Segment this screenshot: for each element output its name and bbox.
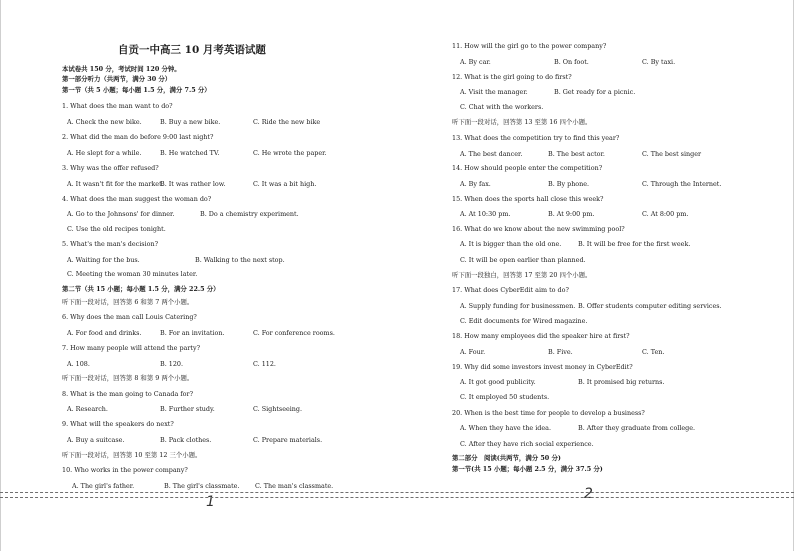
q18-option-b: B. Five. [548,348,573,356]
exam-title: 自贡一中高三 10 月考英语试题 [118,44,266,56]
q7-option-b: B. 120. [160,360,183,368]
q2-option-b: B. He watched TV. [160,149,220,157]
q8-option-b: B. Further study. [160,405,215,413]
q5-option-a: A. Waiting for the bus. [67,256,140,264]
question-6: 6. Why does the man call Louis Catering? [62,313,197,321]
question-17: 17. What does CyberEdit aim to do? [452,286,569,294]
page-number-1: 1 [206,494,215,510]
q16-option-a: A. It is bigger than the old one. [460,240,562,248]
q4-option-c: C. Use the old recipes tonight. [67,225,166,233]
q5-option-b: B. Walking to the next stop. [195,256,285,264]
q17-option-a: A. Supply funding for businessmen. [460,302,576,310]
q3-option-a: A. It wasn't fit for the market. [67,180,164,188]
q7-option-c: C. 112. [253,360,276,368]
note-q8-9: 听下面一段对话，回答第 8 和第 9 两个小题。 [62,374,194,382]
question-2: 2. What did the man do before 9:00 last night? [62,133,214,141]
q14-option-a: A. By fax. [460,180,491,188]
fold-line-top [0,492,794,493]
page-number-2: 2 [584,486,593,502]
question-14: 14. How should people enter the competition? [452,164,603,172]
q8-option-a: A. Research. [67,405,108,413]
fold-line-bottom [0,497,794,498]
note-q6-7: 听下面一段对话，回答第 6 和第 7 两个小题。 [62,298,194,306]
q10-option-b: B. The girl's classmate. [164,482,240,490]
question-7: 7. How many people will attend the party? [62,344,201,352]
question-20: 20. When is the best time for people to develop a business? [452,409,645,417]
q4-option-a: A. Go to the Johnsons' for dinner. [67,210,175,218]
q20-option-c: C. After they have rich social experience. [460,440,594,448]
q1-option-b: B. Buy a new bike. [160,118,221,126]
section-two-heading: 第二节（共 15 小题；每小题 1.5 分，满分 22.5 分） [62,285,220,293]
scan-left-edge [0,0,1,551]
q8-option-c: C. Sightseeing. [253,405,303,413]
q9-option-a: A. Buy a suitcase. [67,436,125,444]
q5-option-c: C. Meeting the woman 30 minutes later. [67,270,198,278]
q17-option-b: B. Offer students computer editing services. [578,302,722,310]
question-11: 11. How will the girl go to the power company? [452,42,607,50]
q20-option-a: A. When they have the idea. [460,424,552,432]
q9-option-b: B. Pack clothes. [160,436,212,444]
q18-option-a: A. Four. [460,348,486,356]
note-q13-16: 听下面一段对话，回答第 13 至第 16 四个小题。 [452,118,592,126]
question-8: 8. What is the man going to Canada for? [62,390,194,398]
q14-option-b: B. By phone. [548,180,590,188]
q3-option-b: B. It was rather low. [160,180,226,188]
q2-option-c: C. He wrote the paper. [253,149,327,157]
question-12: 12. What is the girl going to do first? [452,73,572,81]
q4-option-b: B. Do a chemistry experiment. [200,210,299,218]
note-q17-20: 听下面一段独白，回答第 17 至第 20 四个小题。 [452,271,592,279]
q13-option-a: A. The best dancer. [460,150,523,158]
q19-option-a: A. It got good publicity. [460,378,536,386]
q1-option-c: C. Ride the new bike [253,118,321,126]
q3-option-c: C. It was a bit high. [253,180,317,188]
question-13: 13. What does the competition try to find this year? [452,134,620,142]
reading-section-one-heading: 第一节(共 15 小题；每小题 2.5 分，满分 37.5 分) [452,465,603,473]
question-9: 9. What will the speakers do next? [62,420,174,428]
q16-option-b: B. It will be free for the first week. [578,240,691,248]
q11-option-b: B. On foot. [554,58,589,66]
q12-option-c: C. Chat with the workers. [460,103,544,111]
q11-option-c: C. By taxi. [642,58,676,66]
question-18: 18. How many employees did the speaker hire at first? [452,332,630,340]
note-q10-12: 听下面一段对话，回答第 10 至第 12 三个小题。 [62,451,202,459]
question-4: 4. What does the man suggest the woman do? [62,195,212,203]
q15-option-b: B. At 9:00 pm. [548,210,595,218]
q15-option-a: A. At 10:30 pm. [460,210,511,218]
q19-option-b: B. It promised big returns. [578,378,665,386]
q6-option-c: C. For conference rooms. [253,329,335,337]
q20-option-b: B. After they graduate from college. [578,424,696,432]
q19-option-c: C. It employed 50 students. [460,393,550,401]
q6-option-a: A. For food and drinks. [67,329,142,337]
q15-option-c: C. At 8:00 pm. [642,210,689,218]
q10-option-a: A. The girl's father. [72,482,135,490]
q11-option-a: A. By car. [460,58,491,66]
question-10: 10. Who works in the power company? [62,466,188,474]
question-3: 3. Why was the offer refused? [62,164,159,172]
question-1: 1. What does the man want to do? [62,102,173,110]
q7-option-a: A. 108. [67,360,90,368]
question-16: 16. What do we know about the new swimming pool? [452,225,625,233]
q13-option-c: C. The best singer [642,150,702,158]
q17-option-c: C. Edit documents for Wired magazine. [460,317,588,325]
section-one-heading: 第一节（共 5 小题；每小题 1.5 分，满分 7.5 分） [62,86,211,94]
q14-option-c: C. Through the Internet. [642,180,722,188]
q12-option-a: A. Visit the manager. [460,88,528,96]
part-two-heading: 第二部分 阅读(共两节，满分 50 分) [452,454,561,462]
question-19: 19. Why did some investors invest money in CyberEdit? [452,363,633,371]
q13-option-b: B. The best actor. [548,150,605,158]
q16-option-c: C. It will be open earlier than planned. [460,256,586,264]
q2-option-a: A. He slept for a while. [67,149,142,157]
q6-option-b: B. For an invitation. [160,329,225,337]
exam-info: 本试卷共 150 分，考试时间 120 分钟。 [62,65,181,73]
q10-option-c: C. The man's classmate. [255,482,334,490]
question-15: 15. When does the sports hall close this week? [452,195,604,203]
part-one-heading: 第一部分听力（共两节，满分 30 分） [62,75,172,83]
q1-option-a: A. Check the new bike. [67,118,142,126]
q9-option-c: C. Prepare materials. [253,436,323,444]
question-5: 5. What's the man's decision? [62,240,159,248]
q12-option-b: B. Get ready for a picnic. [554,88,636,96]
q18-option-c: C. Ten. [642,348,665,356]
